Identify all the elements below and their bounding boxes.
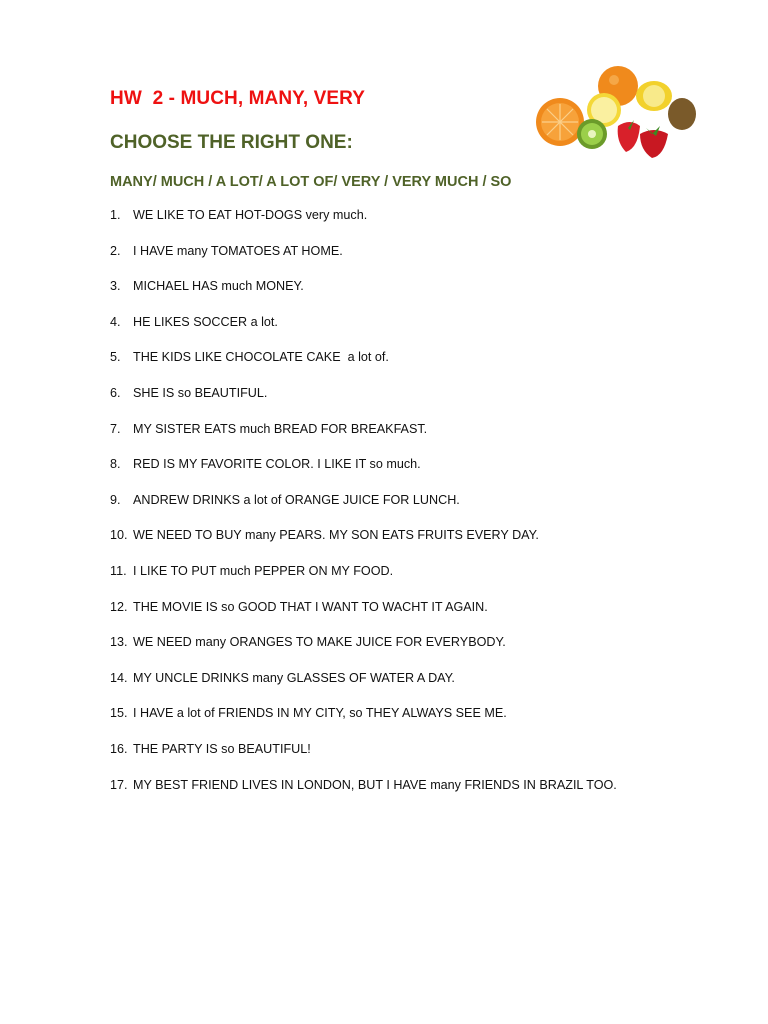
item-number: 16. (110, 742, 128, 756)
list-item (110, 671, 670, 689)
instructions-heading: CHOOSE THE RIGHT ONE: (110, 132, 353, 153)
item-number: 2. (110, 243, 121, 258)
item-number: 1. (110, 208, 121, 222)
item-number: 9. (110, 492, 121, 507)
list-item (110, 778, 670, 796)
item-text: WE NEED TO BUY many PEARS. MY SON EATS FRUITS EVERY DAY. (133, 528, 539, 543)
item-text: MY SISTER EATS much BREAD FOR BREAKFAST. (133, 421, 428, 436)
item-text: ANDREW DRINKS a lot of ORANGE JUICE FOR LUNCH. (133, 492, 460, 507)
item-number: 7. (110, 421, 121, 436)
list-item (110, 600, 670, 618)
item-number: 11. (110, 564, 127, 578)
item-number: 13. (110, 635, 128, 650)
item-number: 4. (110, 314, 121, 329)
fruits-image (530, 64, 706, 158)
item-number: 6. (110, 386, 121, 400)
list-item (110, 279, 670, 297)
item-text: THE MOVIE IS so GOOD THAT I WANT TO WACHT IT AGAIN. (133, 599, 488, 614)
item-text: MY BEST FRIEND LIVES IN LONDON, BUT I HAVE many FRIENDS IN BRAZIL TOO. (133, 777, 617, 792)
list-item (110, 457, 670, 475)
item-number: 5. (110, 350, 121, 365)
item-number: 12. (110, 599, 128, 614)
item-text: THE KIDS LIKE CHOCOLATE CAKE a lot of. (133, 350, 389, 365)
item-text: HE LIKES SOCCER a lot. (133, 314, 278, 329)
list-item (110, 493, 670, 511)
item-number: 15. (110, 706, 128, 721)
item-text: SHE IS so BEAUTIFUL. (133, 386, 268, 400)
word-options: MANY/ MUCH / A LOT/ A LOT OF/ VERY / VERY MUCH / SO (110, 174, 512, 190)
item-text: I HAVE many TOMATOES AT HOME. (133, 243, 343, 258)
item-text: I LIKE TO PUT much PEPPER ON MY FOOD. (133, 564, 394, 578)
list-item (110, 564, 670, 582)
item-text: THE PARTY IS so BEAUTIFUL! (133, 742, 311, 756)
item-number: 8. (110, 457, 121, 472)
list-item (110, 208, 670, 226)
list-item (110, 422, 670, 440)
page-title: HW 2 - MUCH, MANY, VERY (110, 88, 366, 109)
list-item (110, 350, 670, 368)
list-item (110, 244, 670, 262)
list-item (110, 315, 670, 333)
item-number: 10. (110, 528, 128, 543)
item-number: 17. (110, 777, 128, 792)
list-item (110, 706, 670, 724)
item-number: 14. (110, 670, 128, 685)
item-text: WE NEED many ORANGES TO MAKE JUICE FOR EVERYBODY. (133, 635, 506, 650)
item-text: I HAVE a lot of FRIENDS IN MY CITY, so THEY ALWAYS SEE ME. (133, 706, 507, 721)
item-number: 3. (110, 279, 121, 294)
item-text: MICHAEL HAS much MONEY. (133, 279, 304, 294)
item-text: WE LIKE TO EAT HOT-DOGS very much. (133, 208, 368, 222)
list-item (110, 635, 670, 653)
item-text: RED IS MY FAVORITE COLOR. I LIKE IT so much. (133, 457, 421, 472)
list-item (110, 386, 670, 404)
list-item (110, 742, 670, 760)
list-item (110, 528, 670, 546)
item-text: MY UNCLE DRINKS many GLASSES OF WATER A DAY. (133, 670, 455, 685)
